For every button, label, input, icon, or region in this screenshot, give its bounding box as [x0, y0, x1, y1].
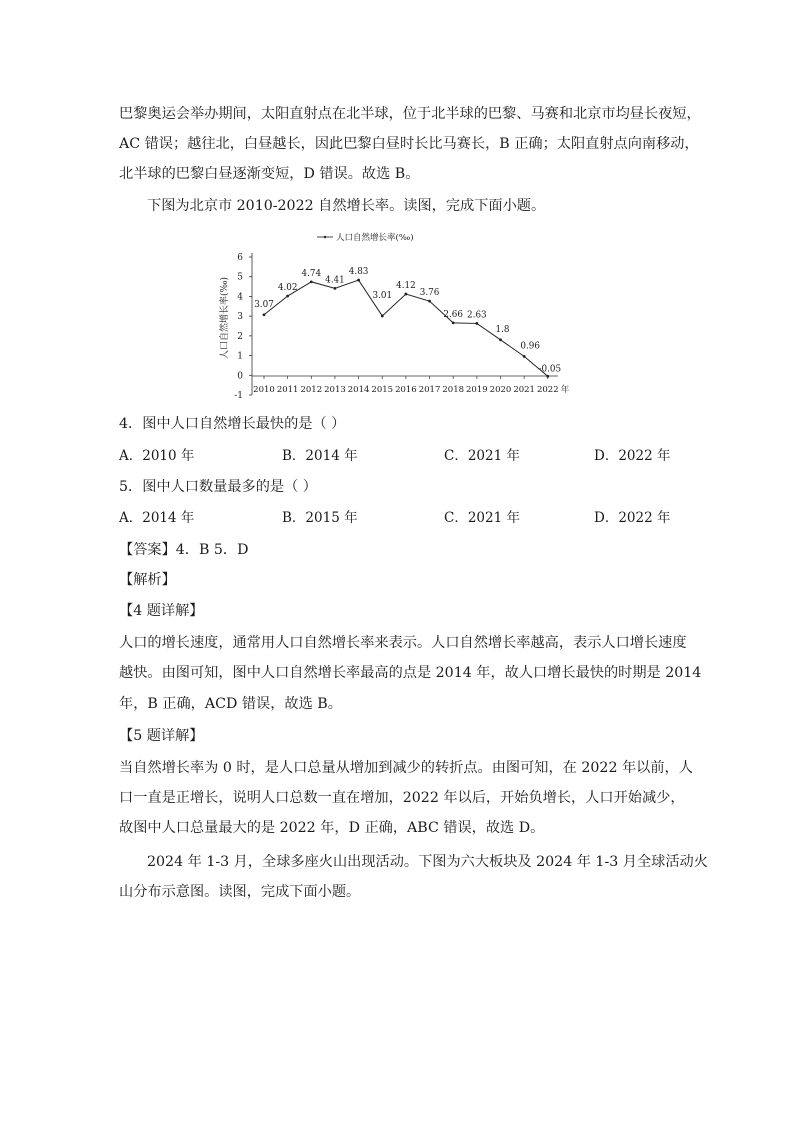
- x-tick-label: 2022: [536, 385, 559, 395]
- q5-detail-heading: 【5 题详解】: [119, 728, 204, 744]
- data-point: [475, 322, 478, 325]
- q4-detail-line-2: 越快。由图可知，图中人口自然增长率最高的点是 2014 年，故人口增长最快的时期是 2014: [119, 665, 702, 681]
- q5-option-a: A．2014 年: [119, 510, 195, 526]
- data-point: [405, 293, 408, 296]
- y-tick-label: 3: [237, 312, 243, 323]
- q5-stem: 5．图中人口数量最多的是（ ）: [119, 479, 317, 495]
- y-tick-label: 1: [237, 351, 243, 362]
- data-point: [357, 279, 360, 282]
- y-tick-label: 6: [237, 253, 243, 263]
- x-axis-suffix: 年: [560, 385, 570, 395]
- q4-option-c: C．2021 年: [444, 448, 520, 464]
- data-label: 1.8: [495, 324, 510, 335]
- x-tick-label: 2010: [253, 385, 275, 395]
- q4-detail-line-1: 人口的增长速度，通常用人口自然增长率来表示。人口自然增长率越高，表示人口增长速度: [119, 635, 687, 651]
- chart-intro: 下图为北京市 2010-2022 自然增长率。读图，完成下面小题。: [147, 198, 546, 214]
- y-axis-title: 人口自然增长率(‰): [220, 276, 230, 360]
- analysis-heading: 【解析】: [119, 572, 176, 588]
- y-tick-label: -1: [234, 391, 243, 398]
- q4-detail-line-3: 年，B 正确，ACD 错误，故选 B。: [119, 696, 342, 712]
- data-label: 3.01: [372, 290, 393, 301]
- y-tick-label: 5: [237, 272, 243, 283]
- volcano-intro-line-1: 2024 年 1-3 月，全球多座火山出现活动。下图为六大板块及 2024 年 1-3 月全球活动火: [147, 854, 708, 870]
- data-label: 4.12: [396, 281, 416, 292]
- x-tick-label: 2015: [371, 385, 394, 395]
- data-label: 0.96: [520, 341, 540, 352]
- q5-option-b: B．2015 年: [282, 510, 358, 526]
- data-point: [428, 300, 431, 303]
- data-point: [452, 321, 455, 324]
- y-ticks: [234, 253, 252, 398]
- y-tick-label: 2: [237, 331, 243, 342]
- q4-detail-heading: 【4 题详解】: [119, 603, 204, 619]
- legend-marker: [324, 236, 327, 239]
- data-label: 2.66: [443, 309, 463, 320]
- x-tick-label: 2011: [276, 385, 299, 395]
- volcano-intro-line-2: 山分布示意图。读图，完成下面小题。: [119, 884, 361, 900]
- y-tick-label: 4: [237, 292, 243, 303]
- q5-detail-line-3: 故图中人口总量最大的是 2022 年，D 正确，ABC 错误，故选 D。: [119, 820, 545, 836]
- data-label: -0.05: [538, 364, 562, 375]
- q4-option-a: A．2010 年: [119, 448, 195, 464]
- data-label: 4.83: [348, 267, 369, 278]
- q4-option-d: D．2022 年: [594, 448, 671, 464]
- data-point: [499, 338, 502, 341]
- x-tick-label: 2019: [466, 385, 488, 395]
- x-tick-label: 2014: [347, 385, 370, 395]
- legend-label: 人口自然增长率(‰): [336, 233, 414, 243]
- data-labels: [254, 267, 561, 374]
- data-label: 4.41: [325, 275, 345, 286]
- q5-detail-line-2: 口一直是正增长，说明人口总数一直在增加，2022 年以后，开始负增长，人口开始减少，: [119, 790, 685, 806]
- x-tick-label: 2013: [324, 385, 346, 395]
- para1-line-2: AC 错误；越往北，白昼越长，因此巴黎白昼时长比马赛长，B 正确；太阳直射点向南移动，: [119, 136, 699, 152]
- q4-stem: 4．图中人口自然增长最快的是（ ）: [119, 416, 346, 432]
- data-point: [310, 280, 313, 283]
- q5-option-d: D．2022 年: [594, 510, 671, 526]
- data-point: [286, 295, 289, 298]
- q4-option-b: B．2014 年: [282, 448, 358, 464]
- x-tick-label: 2021: [513, 385, 535, 395]
- x-ticks: [253, 376, 570, 395]
- data-label: 3.07: [254, 299, 274, 310]
- data-point: [523, 355, 526, 358]
- x-tick-label: 2017: [418, 385, 441, 395]
- answer-line: 【答案】4．B 5．D: [119, 542, 249, 558]
- x-tick-label: 2020: [489, 385, 512, 395]
- x-tick-label: 2012: [300, 385, 323, 395]
- para1-line-1: 巴黎奥运会举办期间，太阳直射点在北半球，位于北半球的巴黎、马赛和北京市均昼长夜短，: [119, 106, 701, 122]
- q5-detail-line-1: 当自然增长率为 0 时，是人口总量从增加到减少的转折点。由图可知，在 2022 年以前，人: [119, 760, 693, 776]
- natural-growth-chart: [215, 226, 585, 398]
- x-tick-label: 2016: [395, 385, 417, 395]
- data-point: [546, 375, 549, 378]
- q5-option-c: C．2021 年: [444, 510, 520, 526]
- para1-line-3: 北半球的巴黎白昼逐渐变短，D 错误。故选 B。: [119, 166, 420, 182]
- data-label: 4.02: [277, 283, 298, 294]
- data-point: [381, 315, 384, 318]
- data-label: 2.63: [467, 310, 487, 321]
- data-label: 3.76: [419, 288, 440, 299]
- data-point: [334, 287, 337, 290]
- data-point: [263, 313, 266, 316]
- x-tick-label: 2018: [442, 385, 465, 395]
- data-label: 4.74: [301, 268, 322, 279]
- y-tick-label: 0: [237, 371, 243, 382]
